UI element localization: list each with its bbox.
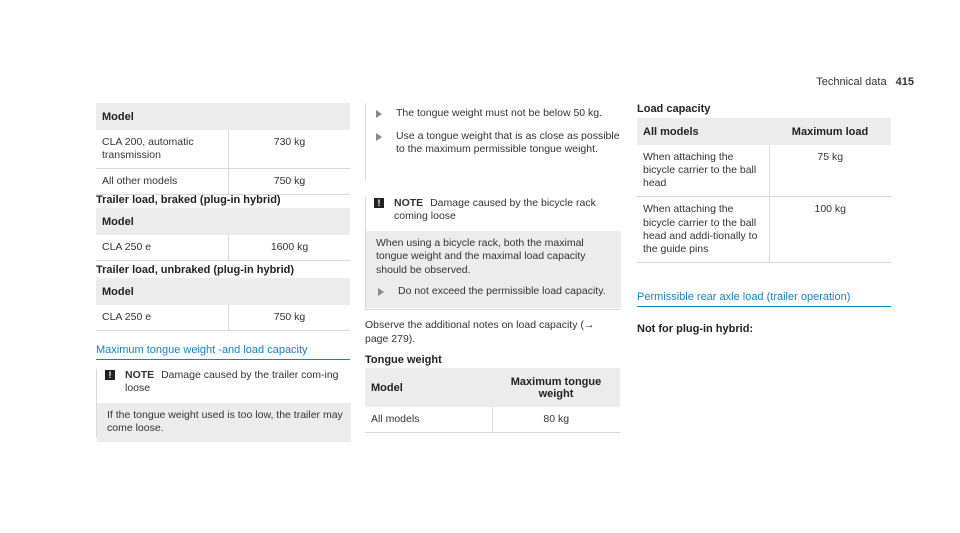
table-row: [96, 169, 350, 195]
table-cell: CLA 250 e: [96, 305, 229, 331]
table-header: Model: [96, 208, 350, 235]
note-title: Damage caused by the bicycle rack coming loose: [394, 197, 596, 223]
arrow-bullet-icon: [378, 288, 384, 296]
tongue-weight-instructions: [365, 103, 621, 181]
note-trailer: [96, 369, 351, 437]
model-table-2: [96, 208, 350, 261]
table-cell: 730 kg: [229, 130, 351, 169]
table-cell: All other models: [96, 169, 229, 195]
subheading-not-hybrid: Not for plug-in hybrid:: [637, 323, 754, 335]
heading-load-capacity: Load capacity: [637, 103, 711, 115]
page-header: [816, 76, 914, 88]
note-body: [366, 231, 621, 308]
heading-tongue-weight: Tongue weight: [365, 354, 442, 366]
note-label: NOTE: [125, 369, 155, 381]
heading-trailer-braked: Trailer load, braked (plug-in hybrid): [96, 194, 281, 206]
section-title: Technical data: [816, 76, 887, 88]
list-item: [366, 126, 621, 162]
table-row: [365, 407, 620, 433]
table-cell: When attaching the bicycle carrier to the ball head and addi-tionally to the guide pins: [637, 197, 769, 263]
note-body-text: When using a bicycle rack, both the maximal tongue weight and the maximal load capacity should be observed.: [376, 237, 586, 276]
table-cell: CLA 250 e: [96, 235, 229, 261]
load-capacity-table: [637, 118, 891, 263]
table-header: Model: [365, 368, 492, 407]
note-bicycle-rack: [365, 197, 621, 310]
table-cell: 1600 kg: [229, 235, 351, 261]
arrow-bullet-icon: [376, 133, 382, 141]
model-table-1: [96, 103, 350, 195]
table-header: Maximum load: [769, 118, 891, 145]
list-item: [376, 277, 613, 304]
model-table-3: [96, 278, 350, 331]
warning-icon: !: [374, 198, 384, 208]
table-cell: 750 kg: [229, 305, 351, 331]
table-cell: When attaching the bicycle carrier to the ball head: [637, 145, 769, 197]
table-cell: 80 kg: [492, 407, 620, 433]
table-row: [96, 130, 350, 169]
table-row: [96, 305, 350, 331]
page-number: 415: [895, 76, 914, 88]
note-label: NOTE: [394, 197, 424, 209]
note-body: If the tongue weight used is too low, the trailer may come loose.: [97, 403, 351, 441]
arrow-bullet-icon: [376, 110, 382, 118]
heading-trailer-unbraked: Trailer load, unbraked (plug-in hybrid): [96, 264, 295, 276]
list-item-text: The tongue weight must not be below 50 kg.: [396, 107, 603, 119]
table-row: [96, 235, 350, 261]
section-heading-tongue-weight: Maximum tongue weight -and load capacity: [96, 344, 350, 360]
table-header: Model: [96, 278, 350, 305]
list-item: [366, 103, 621, 126]
observe-text: Observe the additional notes on load capacity (→ page 279).: [365, 319, 595, 345]
table-cell: 75 kg: [769, 145, 891, 197]
table-cell: 100 kg: [769, 197, 891, 263]
table-cell: All models: [365, 407, 492, 433]
list-item-text: Do not exceed the permissible load capacity.: [398, 284, 606, 297]
table-row: [637, 145, 891, 197]
list-item-text: Use a tongue weight that is as close as possible to the maximum permissible tongue weight.: [396, 130, 620, 156]
table-row: [637, 197, 891, 263]
tongue-weight-table: [365, 368, 620, 433]
section-heading-rear-axle-load: Permissible rear axle load (trailer operation): [637, 291, 891, 307]
table-cell: 750 kg: [229, 169, 351, 195]
table-header: All models: [637, 118, 769, 145]
warning-icon: !: [105, 370, 115, 380]
note-title: Damage caused by the trailer com-ing loose: [125, 369, 339, 395]
table-cell: CLA 200, automatic transmission: [96, 130, 229, 169]
table-header: Maximum tongue weight: [492, 368, 620, 407]
table-header: Model: [96, 103, 350, 130]
